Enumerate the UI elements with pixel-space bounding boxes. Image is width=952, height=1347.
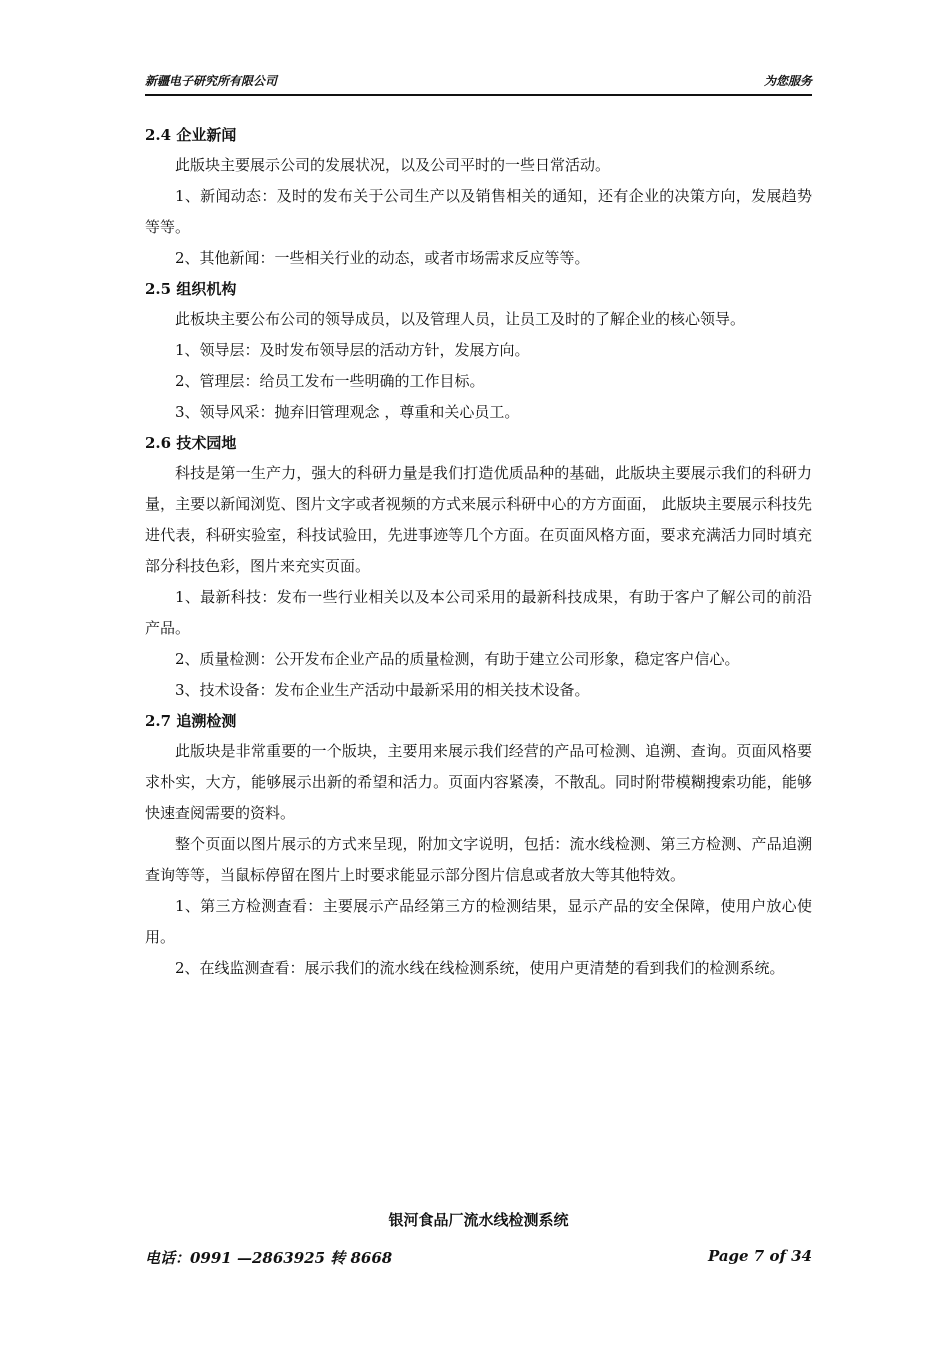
paragraph: 2、质量检测：公开发布企业产品的质量检测，有助于建立公司形象，稳定客户信心。 <box>175 650 740 668</box>
section-heading: 2.6 技术园地 <box>145 434 237 452</box>
paragraph: 此板块主要公布公司的领导成员，以及管理人员，让员工及时的了解企业的核心领导。 <box>175 310 746 328</box>
paragraph: 3、领导风采：抛弃旧管理观念 ，尊重和关心员工。 <box>175 403 520 421</box>
paragraph: 1、新闻动态：及时的发布关于公司生产以及销售相关的通知，还有企业的决策方向，发展趋势等等。 <box>145 187 812 236</box>
header-slogan: 为您服务 <box>763 74 812 88</box>
page-header <box>145 66 812 96</box>
paragraph: 1、最新科技：发布一些行业相关以及本公司采用的最新科技成果，有助于客户了解公司的前沿产品。 <box>145 588 812 637</box>
section-heading: 2.7 追溯检测 <box>145 712 237 730</box>
paragraph: 2、其他新闻：一些相关行业的动态，或者市场需求反应等等。 <box>175 249 590 267</box>
section-heading: 2.5 组织机构 <box>145 280 237 298</box>
document-body <box>145 120 812 984</box>
paragraph: 2、在线监测查看：展示我们的流水线在线检测系统，使用户更清楚的看到我们的检测系统。 <box>175 959 785 977</box>
paragraph: 整个页面以图片展示的方式来呈现，附加文字说明，包括：流水线检测、第三方检测、产品追溯查询等等，当鼠标停留在图片上时要求能显示部分图片信息或者放大等其他特效。 <box>145 835 812 884</box>
footer-phone: 电话：0991 —2863925 转 8668 <box>145 1249 393 1267</box>
paragraph: 1、第三方检测查看：主要展示产品经第三方的检测结果，显示产品的安全保障，使用户放心使用。 <box>145 897 812 946</box>
header-company: 新疆电子研究所有限公司 <box>145 74 278 88</box>
page-number: Page 7 of 34 <box>707 1247 812 1265</box>
paragraph: 科技是第一生产力，强大的科研力量是我们打造优质品种的基础，此版块主要展示我们的科研力量，主要以新闻浏览、图片文字或者视频的方式来展示科研中心的方方面面， 此版块主要展示科技先进代表，科研实验室，科技试验田，先进事迹等几个方面。在页面风格方面，要求充满活力同时填充部分科技色彩，图片来充实页面。 <box>145 464 812 575</box>
page-footer <box>145 1247 812 1269</box>
paragraph: 此版块主要展示公司的发展状况，以及公司平时的一些日常活动。 <box>175 156 611 174</box>
paragraph: 1、领导层：及时发布领导层的活动方针，发展方向。 <box>175 341 530 359</box>
footer-title: 银河食品厂流水线检测系统 <box>388 1211 569 1229</box>
paragraph: 2、管理层：给员工发布一些明确的工作目标。 <box>175 372 485 390</box>
paragraph: 3、技术设备：发布企业生产活动中最新采用的相关技术设备。 <box>175 681 590 699</box>
paragraph: 此版块是非常重要的一个版块，主要用来展示我们经营的产品可检测、追溯、查询。页面风格要求朴实，大方，能够展示出新的希望和活力。页面内容紧凑，不散乱。同时附带模糊搜索功能，能够快速查阅需要的资料。 <box>145 742 812 822</box>
section-heading: 2.4 企业新闻 <box>145 126 237 144</box>
